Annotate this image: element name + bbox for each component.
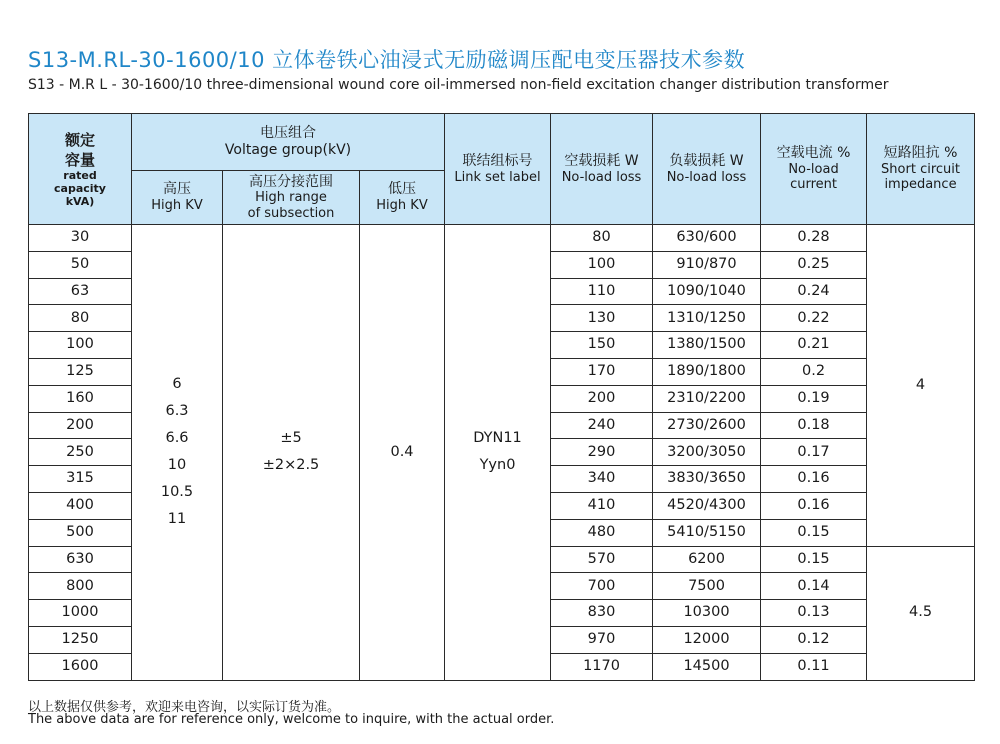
cell-no-load-current: 0.28 <box>761 225 867 252</box>
header-high-kv-cn: 高压 <box>163 181 191 198</box>
cell-load-loss: 10300 <box>653 600 761 627</box>
cell-capacity: 100 <box>29 332 132 359</box>
header-no-load-current <box>761 114 867 225</box>
cell-high-kv <box>132 225 223 681</box>
header-high-range-en2: of subsection <box>247 205 335 221</box>
header-voltage-group-en: Voltage group(kV) <box>224 142 352 158</box>
header-short-circuit-en2: impedance <box>884 177 957 193</box>
header-load-loss <box>653 114 761 225</box>
cell-no-load-loss: 830 <box>551 600 653 627</box>
header-high-kv <box>132 171 223 225</box>
cell-capacity: 63 <box>29 278 132 305</box>
cell-capacity: 400 <box>29 492 132 519</box>
cell-high-kv-value: 6.6 <box>165 430 189 447</box>
cell-no-load-loss: 480 <box>551 519 653 546</box>
header-no-load-current-en2: current <box>790 177 837 193</box>
cell-no-load-current: 0.2 <box>761 358 867 385</box>
cell-high-kv-value: 6.3 <box>165 403 189 420</box>
cell-no-load-current: 0.18 <box>761 412 867 439</box>
cell-impedance-group1: 4 <box>867 225 975 547</box>
header-capacity-cn2: 容量 <box>64 151 95 170</box>
cell-capacity: 1600 <box>29 653 132 680</box>
header-load-loss-cn: 负载损耗 W <box>669 152 744 169</box>
cell-high-kv-value: 10.5 <box>160 484 194 501</box>
header-link-label-cn: 联结组标号 <box>462 152 533 169</box>
header-low-kv-cn: 低压 <box>388 181 416 198</box>
page-title: S13-M.RL-30-1600/10 立体卷铁心油浸式无励磁调压配电变压器技术参数 <box>28 48 746 72</box>
cell-capacity: 30 <box>29 225 132 252</box>
cell-link <box>445 225 551 681</box>
cell-no-load-current: 0.12 <box>761 626 867 653</box>
cell-load-loss: 1310/1250 <box>653 305 761 332</box>
cell-no-load-current: 0.15 <box>761 546 867 573</box>
cell-no-load-current: 0.16 <box>761 466 867 493</box>
header-link-label <box>445 114 551 225</box>
cell-low-kv-value: 0.4 <box>390 443 414 460</box>
cell-high-range-value: ±2×2.5 <box>262 457 320 474</box>
cell-capacity: 800 <box>29 573 132 600</box>
header-load-loss-en: No-load loss <box>666 169 747 185</box>
cell-no-load-current: 0.13 <box>761 600 867 627</box>
cell-capacity: 50 <box>29 251 132 278</box>
cell-no-load-loss: 970 <box>551 626 653 653</box>
cell-load-loss: 6200 <box>653 546 761 573</box>
cell-capacity: 160 <box>29 385 132 412</box>
spec-table <box>28 113 975 681</box>
cell-no-load-loss: 700 <box>551 573 653 600</box>
table-row <box>29 225 975 252</box>
cell-high-kv-value: 6 <box>172 376 182 393</box>
cell-load-loss: 14500 <box>653 653 761 680</box>
cell-no-load-current: 0.22 <box>761 305 867 332</box>
header-no-load-loss-cn: 空载损耗 W <box>564 152 639 169</box>
cell-load-loss: 4520/4300 <box>653 492 761 519</box>
header-no-load-loss <box>551 114 653 225</box>
footer-note-en: The above data are for reference only, welcome to inquire, with the actual order. <box>28 712 555 727</box>
header-short-circuit <box>867 114 975 225</box>
cell-capacity: 315 <box>29 466 132 493</box>
cell-no-load-loss: 130 <box>551 305 653 332</box>
cell-capacity: 630 <box>29 546 132 573</box>
cell-load-loss: 5410/5150 <box>653 519 761 546</box>
cell-no-load-current: 0.15 <box>761 519 867 546</box>
cell-no-load-loss: 340 <box>551 466 653 493</box>
cell-no-load-current: 0.21 <box>761 332 867 359</box>
cell-no-load-current: 0.17 <box>761 439 867 466</box>
cell-low-kv <box>360 225 445 681</box>
cell-load-loss: 2730/2600 <box>653 412 761 439</box>
cell-no-load-loss: 290 <box>551 439 653 466</box>
cell-load-loss: 910/870 <box>653 251 761 278</box>
cell-no-load-loss: 200 <box>551 385 653 412</box>
cell-no-load-loss: 570 <box>551 546 653 573</box>
header-capacity-en3: kVA) <box>65 194 95 208</box>
cell-impedance-group2: 4.5 <box>867 546 975 680</box>
header-high-range <box>223 171 360 225</box>
cell-no-load-loss: 100 <box>551 251 653 278</box>
cell-no-load-loss: 80 <box>551 225 653 252</box>
header-capacity-cn1: 额定 <box>64 130 95 149</box>
cell-load-loss: 7500 <box>653 573 761 600</box>
header-voltage-group-cn: 电压组合 <box>260 125 316 142</box>
cell-no-load-loss: 110 <box>551 278 653 305</box>
cell-capacity: 200 <box>29 412 132 439</box>
header-link-label-en: Link set label <box>454 169 541 185</box>
header-low-kv <box>360 171 445 225</box>
cell-load-loss: 12000 <box>653 626 761 653</box>
cell-high-range <box>223 225 360 681</box>
cell-high-kv-value: 11 <box>167 511 187 528</box>
cell-capacity: 250 <box>29 439 132 466</box>
cell-load-loss: 1380/1500 <box>653 332 761 359</box>
header-no-load-current-cn: 空载电流 % <box>776 145 851 161</box>
cell-load-loss: 3830/3650 <box>653 466 761 493</box>
cell-capacity: 80 <box>29 305 132 332</box>
cell-high-range-value: ±5 <box>280 430 302 447</box>
cell-link-value: DYN11 <box>473 430 522 447</box>
cell-high-kv-value: 10 <box>167 457 187 474</box>
header-high-range-cn: 高压分接范围 <box>249 173 333 190</box>
cell-load-loss: 3200/3050 <box>653 439 761 466</box>
header-capacity-en2: capacity <box>54 181 106 195</box>
cell-capacity: 1250 <box>29 626 132 653</box>
cell-load-loss: 1090/1040 <box>653 278 761 305</box>
cell-no-load-current: 0.25 <box>761 251 867 278</box>
header-high-kv-en: High KV <box>151 198 203 214</box>
cell-capacity: 1000 <box>29 600 132 627</box>
cell-no-load-current: 0.16 <box>761 492 867 519</box>
header-high-range-en1: High range <box>255 190 327 206</box>
cell-no-load-current: 0.14 <box>761 573 867 600</box>
header-capacity <box>29 114 132 225</box>
cell-load-loss: 630/600 <box>653 225 761 252</box>
header-no-load-loss-en: No-load loss <box>561 169 642 185</box>
cell-no-load-loss: 170 <box>551 358 653 385</box>
cell-no-load-loss: 240 <box>551 412 653 439</box>
cell-capacity: 125 <box>29 358 132 385</box>
header-short-circuit-en1: Short circuit <box>881 161 960 177</box>
cell-no-load-loss: 410 <box>551 492 653 519</box>
header-no-load-current-en1: No-load <box>788 161 839 177</box>
cell-no-load-current: 0.19 <box>761 385 867 412</box>
header-short-circuit-cn: 短路阻抗 % <box>883 145 958 161</box>
footer-note-cn: 以上数据仅供参考，欢迎来电咨询，以实际订货为准。 <box>28 700 341 715</box>
cell-no-load-current: 0.11 <box>761 653 867 680</box>
cell-no-load-loss: 150 <box>551 332 653 359</box>
cell-capacity: 500 <box>29 519 132 546</box>
page-subtitle: S13 - M.R L - 30-1600/10 three-dimensional wound core oil-immersed non-field excitation changer distribution transformer <box>28 77 889 93</box>
header-voltage-group <box>132 114 445 171</box>
cell-load-loss: 1890/1800 <box>653 358 761 385</box>
cell-no-load-current: 0.24 <box>761 278 867 305</box>
header-capacity-en1: rated <box>63 169 97 183</box>
cell-load-loss: 2310/2200 <box>653 385 761 412</box>
header-low-kv-en: High KV <box>376 198 428 214</box>
cell-link-value: Yyn0 <box>479 457 516 474</box>
cell-no-load-loss: 1170 <box>551 653 653 680</box>
